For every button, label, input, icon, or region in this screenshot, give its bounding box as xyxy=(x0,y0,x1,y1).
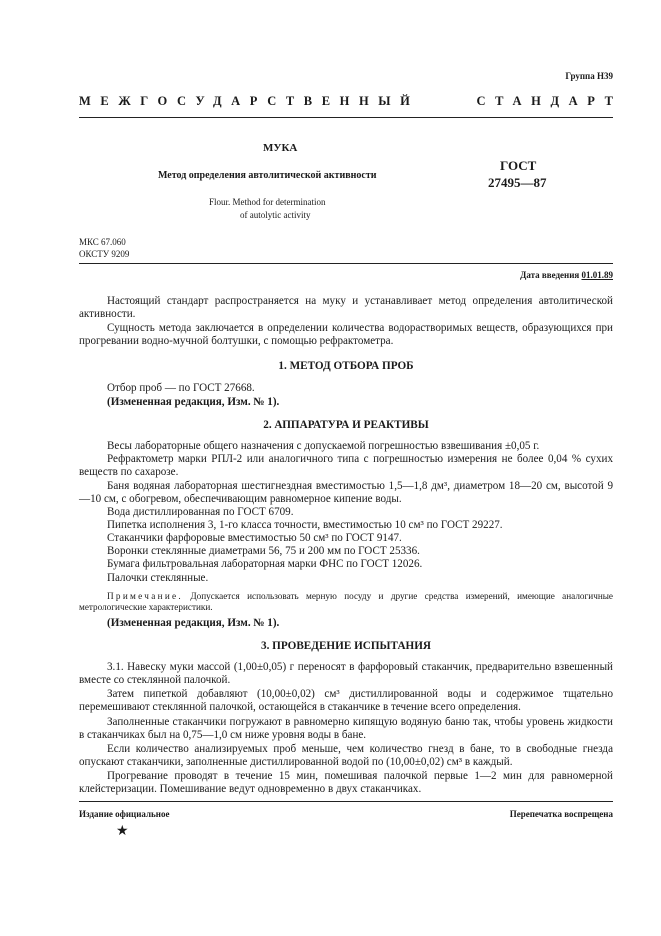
intro-paragraph: Настоящий стандарт распространяется на муку и устанавливает метод определения автолитической активности. xyxy=(79,295,613,321)
procedure-paragraph: 3.1. Навеску муки массой (1,00±0,05) г переносят в фарфоровый стаканчик, предварительно взвешенный вместе со стеклянной палочкой. xyxy=(79,661,613,687)
equipment-item: Воронки стеклянные диаметрами 56, 75 и 200 мм по ГОСТ 25336. xyxy=(107,545,420,557)
note xyxy=(79,591,613,613)
star-icon: ★ xyxy=(116,824,129,839)
standard-word: СТАНДАРТ xyxy=(476,94,623,108)
official-edition-label: Издание официальное xyxy=(79,809,170,819)
section-heading: 3. ПРОВЕДЕНИЕ ИСПЫТАНИЯ xyxy=(260,640,432,652)
classifier-rule xyxy=(79,263,613,264)
method-title-en-line2: of autolytic activity xyxy=(240,210,311,220)
introduction-date xyxy=(520,270,613,280)
footer-rule xyxy=(79,801,613,802)
gost-label: ГОСТ xyxy=(500,158,537,173)
reprint-prohibited-label: Перепечатка воспрещена xyxy=(509,809,613,819)
equipment-item: Палочки стеклянные. xyxy=(107,572,209,584)
equipment-item: Баня водяная лабораторная шестигнездная вместимостью 1,5—1,8 дм³, диаметром 18—20 см, высотой 9—10 см, с обогревом, обеспечивающим равномерное кипение воды. xyxy=(79,480,613,506)
procedure-paragraph: Если количество анализируемых проб меньше, чем количество гнезд в бане, то в свободные гнезда опускают стаканчики, заполненные дистиллированной водой по (10,00±0,02) см³ в каждый. xyxy=(79,743,613,769)
procedure-paragraph: Прогревание проводят в течение 15 мин, помешивая палочкой первые 1—2 мин для равномерной клейстеризации. Помешивание ведут одновременно в двух стаканчиках. xyxy=(79,770,613,796)
interstate-standard-heading xyxy=(79,94,623,109)
procedure-paragraph: Заполненные стаканчики погружают в равномерно кипящую водяную баню так, чтобы уровень жидкости в стаканчиках был на 0,75—1,0 см ниже уровня воды в бане. xyxy=(79,716,613,742)
equipment-item: Бумага фильтровальная лабораторная марки ФНС по ГОСТ 12026. xyxy=(107,558,423,570)
note-label: Примечание. xyxy=(107,591,184,601)
intro-paragraph: Сущность метода заключается в определении количества водорастворимых веществ, образующихся при прогревании водно-мучной болтушки, с помощью рефрактометра. xyxy=(79,322,613,348)
equipment-item: Пипетка исполнения 3, 1-го класса точности, вместимостью 10 см³ по ГОСТ 29227. xyxy=(107,519,503,531)
introduction-date-label: Дата введения xyxy=(520,270,582,280)
group-code: Группа Н39 xyxy=(565,71,613,81)
section-text: Отбор проб — по ГОСТ 27668. xyxy=(107,382,255,394)
interstate-word: МЕЖГОСУДАРСТВЕННЫЙ xyxy=(79,94,420,108)
method-title-ru: Метод определения автолитической активности xyxy=(158,170,377,181)
header-rule xyxy=(79,117,613,118)
equipment-item: Стаканчики фарфоровые вместимостью 50 см³ по ГОСТ 9147. xyxy=(107,532,402,544)
procedure-paragraph: Затем пипеткой добавляют (10,00±0,02) см³ дистиллированной воды и содержимое тщательно перемешивают стеклянной палочкой, остающейся в стаканчике в течение всего определения. xyxy=(79,688,613,714)
introduction-date-value: 01.01.89 xyxy=(581,270,613,280)
section-heading: 1. МЕТОД ОТБОРА ПРОБ xyxy=(278,360,414,372)
amendment-note: (Измененная редакция, Изм. № 1). xyxy=(107,617,280,629)
equipment-item: Весы лабораторные общего назначения с допускаемой погрешностью взвешивания ±0,05 г. xyxy=(107,440,540,452)
amendment-note: (Измененная редакция, Изм. № 1). xyxy=(107,396,280,408)
equipment-item: Вода дистиллированная по ГОСТ 6709. xyxy=(107,506,294,518)
product-title: МУКА xyxy=(263,142,298,154)
gost-number: 27495—87 xyxy=(488,175,547,190)
okstu-code: ОКСТУ 9209 xyxy=(79,249,130,259)
method-title-en-line1: Flour. Method for determination xyxy=(209,197,326,207)
note-text: Допускается использовать мерную посуду и другие средства измерений, имеющие аналогичные метрологические характеристики. xyxy=(79,591,613,612)
section-heading: 2. АППАРАТУРА И РЕАКТИВЫ xyxy=(263,419,429,431)
equipment-item: Рефрактометр марки РПЛ-2 или аналогичного типа с погрешностью измерения не более 0,04 % сухих веществ по сахарозе. xyxy=(79,453,613,479)
mks-code: МКС 67.060 xyxy=(79,237,126,247)
